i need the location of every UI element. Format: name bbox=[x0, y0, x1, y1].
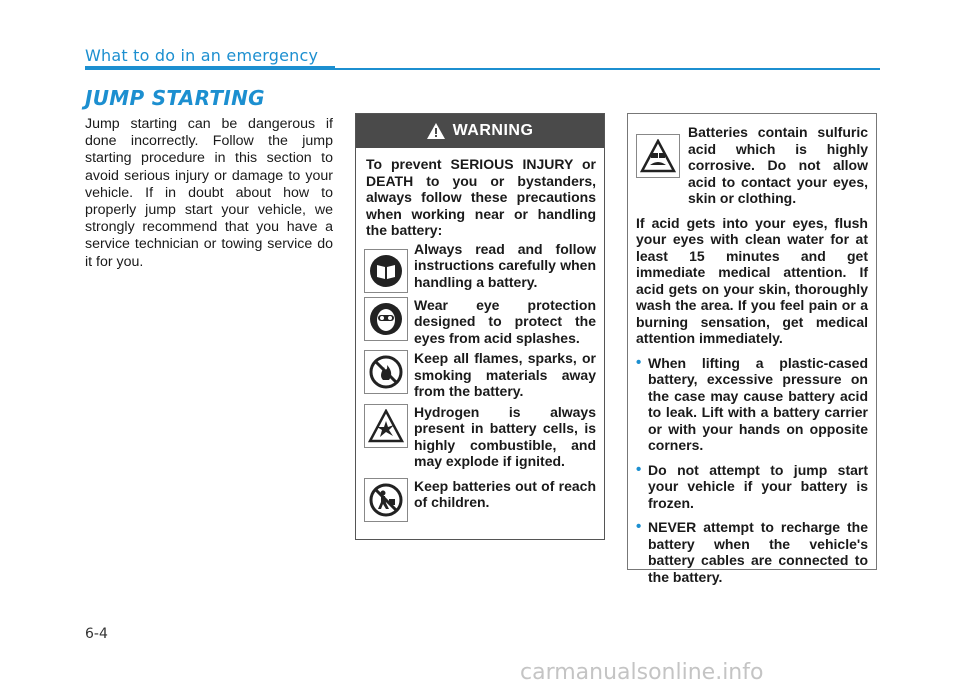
header-bar bbox=[85, 66, 335, 70]
acid-warning-box bbox=[627, 113, 877, 585]
watermark: carmanualsonline.info bbox=[520, 660, 764, 685]
warning-label: WARNING bbox=[452, 122, 534, 139]
precaution-list bbox=[636, 355, 868, 586]
explosion-hazard-icon bbox=[364, 404, 408, 448]
list-item: • NEVER attempt to recharge the battery when the vehicle's battery cables are connected to the battery. bbox=[636, 518, 868, 585]
warning-intro: To prevent SERIOUS INJURY or DEATH to you or bystanders, always follow these precautions when working near or handling the battery: bbox=[366, 156, 596, 238]
warning-item bbox=[356, 350, 604, 400]
bullet-icon: • bbox=[636, 353, 642, 371]
page-number: 6-4 bbox=[85, 626, 108, 642]
list-item: • Do not attempt to jump start your vehicle if your battery is frozen. bbox=[636, 460, 868, 511]
warning-item bbox=[356, 241, 604, 293]
warning-header bbox=[356, 114, 604, 148]
warning-box bbox=[355, 113, 605, 540]
intro-paragraph: Jump starting can be dangerous if done incorrectly. Follow the jump starting procedure in this section to avoid serious injury or damage to your vehicle. If in doubt about how to properly jump start your vehicle, we strongly recommend that you have a service technician or towing service do it for you. bbox=[85, 116, 333, 270]
eye-protection-icon bbox=[364, 297, 408, 341]
header-rule bbox=[335, 68, 880, 70]
bullet-icon: • bbox=[636, 518, 642, 535]
chapter-header: What to do in an emergency bbox=[85, 46, 319, 65]
warning-item-text: Keep all flames, sparks, or smoking materials away from the battery. bbox=[414, 350, 596, 399]
warning-triangle-icon bbox=[427, 123, 445, 139]
section-title: JUMP STARTING bbox=[85, 86, 265, 110]
manual-book-icon bbox=[364, 249, 408, 293]
warning-item-text: Keep batteries out of reach of children. bbox=[414, 477, 596, 510]
warning-item-text: Wear eye protection designed to protect the eyes from acid splashes. bbox=[414, 296, 596, 346]
warning-item-text: Hydrogen is always present in battery cells, is highly combustible, and may explode if ignited. bbox=[414, 403, 596, 469]
list-item: • When lifting a plastic-cased battery, excessive pressure on the case may cause battery acid to leak. Lift with a battery carrier or with your hands on opposite corners. bbox=[636, 353, 868, 453]
warning-item-text: Always read and follow instructions carefully when handling a battery. bbox=[414, 240, 596, 290]
acid-row bbox=[636, 124, 868, 207]
no-flames-icon bbox=[364, 350, 408, 394]
warning-item bbox=[356, 404, 604, 470]
warning-item bbox=[356, 297, 604, 347]
bullet-icon: • bbox=[636, 460, 642, 478]
acid-paragraph: If acid gets into your eyes, flush your eyes with clean water for at least 15 minutes and get immediate medical attention. If acid gets on your skin, thoroughly wash the area. If you feel pain or a burning sensation, get medical attention immediately. bbox=[636, 214, 868, 346]
warning-item bbox=[356, 478, 604, 522]
keep-away-children-icon bbox=[364, 478, 408, 522]
corrosive-acid-icon bbox=[636, 134, 680, 178]
acid-text: Batteries contain sulfuric acid which is highly corrosive. Do not allow acid to contact your eyes, skin or clothing. bbox=[688, 124, 868, 206]
